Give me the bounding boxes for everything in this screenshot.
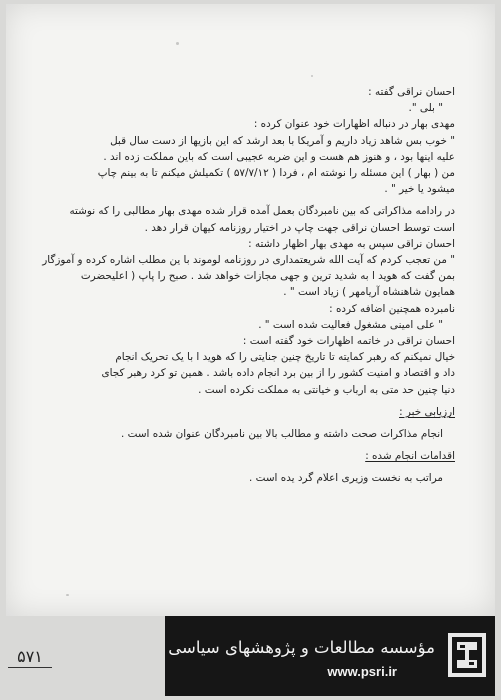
- doc-line: احسان نراقی سپس به مهدی بهار اظهار داشته :: [248, 237, 455, 250]
- doc-line: داد و اقتصاد و امنیت کشور را از بین برد انجام داده باشد . همین تو کرد رهبر کجای: [101, 367, 455, 380]
- section-heading: اقدامات انجام شده :: [365, 450, 455, 463]
- doc-line: احسان نراقی در خاتمه اظهارات خود گفته است :: [242, 335, 455, 348]
- doc-line: است توسط احسان نراقی جهت چاپ در اختیار روزنامه کیهان قرار دهد .: [144, 221, 455, 234]
- doc-line: " علی امینی مشغول فعالیت شده است " .: [258, 318, 443, 331]
- scan-speck: [66, 594, 69, 596]
- doc-line: بمن گفت که هوید ا به شدید ترین و جهی مجازات خواهد شد . صبح را پاپ ( اعلیحضرت: [80, 270, 455, 283]
- doc-line: " خوب بس شاهد زیاد داریم و آمریکا با بعد ارشد که این بازیها از دست سال قبل: [110, 134, 455, 147]
- doc-line: خیال نمیکنم که رهبر کمایته تا تاریخ چنین جنایتی را که هوید ا با یک تحریک انجام: [115, 351, 455, 364]
- doc-line: در رادامه مذاکراتی که بین نامبردگان بعمل آمده قرار شده مهدی بهار مطالبی را که نوشته: [69, 205, 455, 218]
- doc-line: انجام مذاکرات صحت داشته و مطالب بالا بین نامبردگان عنوان شده است .: [121, 428, 443, 441]
- doc-line: نامبرده همچنین اضافه کرده :: [329, 302, 455, 315]
- doc-line: همایون شاهنشاه آریامهر ) زیاد است " .: [283, 286, 455, 299]
- document-page: [6, 4, 495, 616]
- institute-logo-icon: [447, 632, 487, 678]
- section-heading: ارزیابی خبر :: [399, 405, 455, 418]
- doc-line: مهدی بهار در دنباله اظهارات خود عنوان کرده :: [253, 118, 455, 131]
- doc-line: من ( بهار ) این مسئله را نوشته ام ، فردا ( ۵۷/۷/۱۲ ) تکمیلش میکنم تا به بینم چاپ: [97, 167, 455, 180]
- website-link[interactable]: www.psri.ir: [327, 664, 397, 679]
- doc-line: مراتب به نخست وزیری اعلام گرد یده است .: [249, 472, 443, 485]
- doc-line: دنیا چنین حد متی به ارباب و خیانتی به مملکت نکرده است .: [198, 383, 455, 396]
- page-number: ۵۷۱: [8, 647, 52, 668]
- document-body: [24, 84, 455, 487]
- institute-name: مؤسسه مطالعات و پژوهشهای سیاسی: [168, 638, 435, 657]
- doc-line: " من تعجب کردم که آیت الله شریعتمداری در روزنامه لوموند با ین مطلب اشاره کرده و آموزگار: [42, 254, 455, 267]
- doc-line: علیه اینها بود ، و هنوز هم هست و این ضربه عجیبی است که باین مملکت زده اند .: [103, 150, 455, 163]
- footer-banner: [165, 616, 495, 696]
- scan-speck: [311, 75, 313, 77]
- doc-line: " بلی ".: [408, 102, 443, 115]
- doc-line: احسان نراقی گفته :: [368, 86, 455, 98]
- scan-speck: [176, 42, 179, 45]
- doc-line: میشود یا خیر " .: [384, 183, 455, 196]
